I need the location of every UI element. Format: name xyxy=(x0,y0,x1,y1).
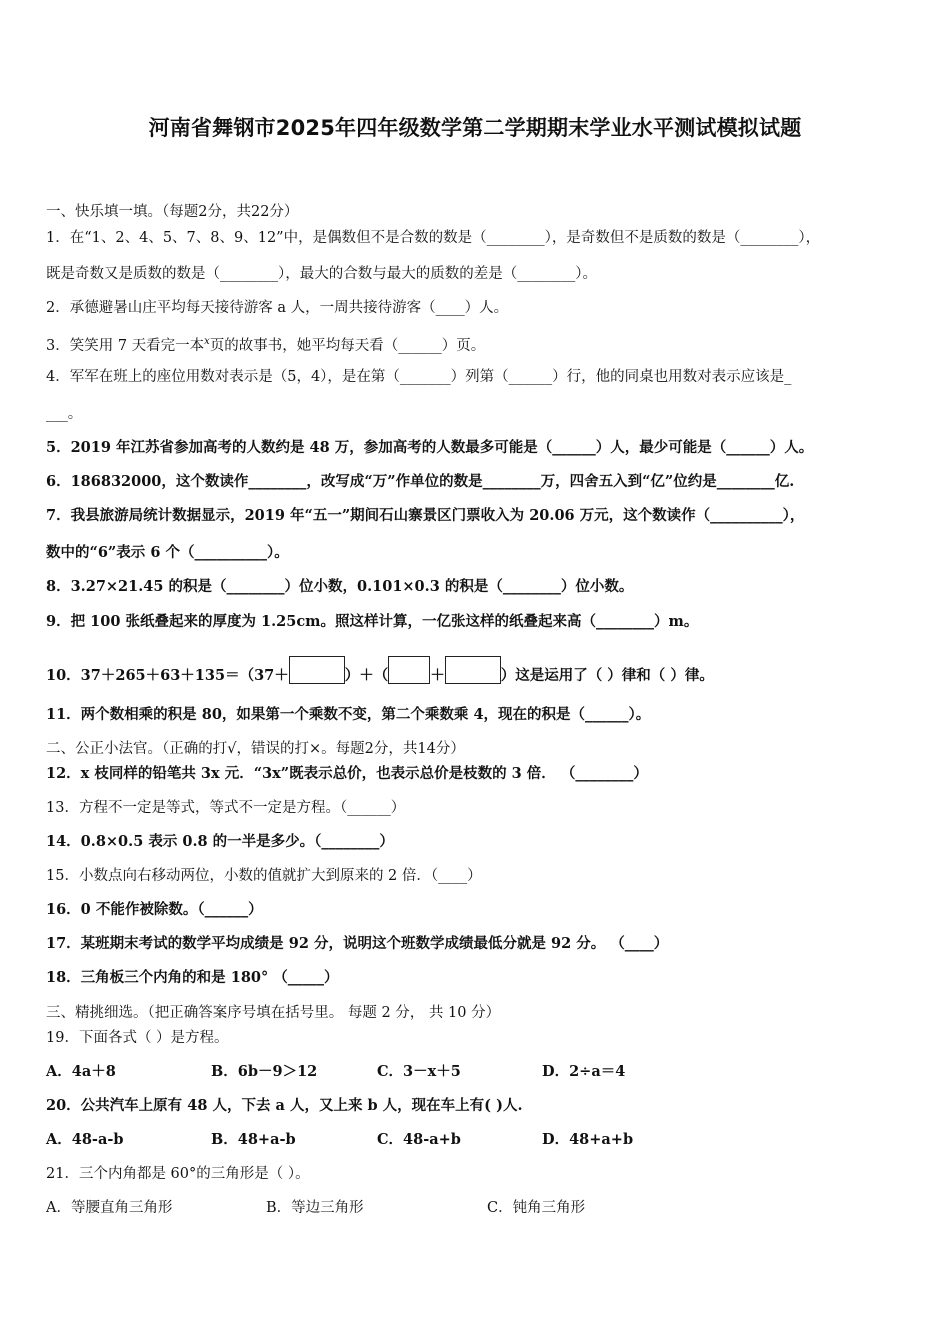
question-17: 17．某班期末考试的数学平均成绩是 92 分，说明这个班数学成绩最低分就是 92 分。 （____） xyxy=(46,935,669,952)
question-13: 13．方程不一定是等式，等式不一定是方程。（______） xyxy=(46,800,406,816)
q20-option-a[interactable]: A．48-a-b xyxy=(46,1131,124,1148)
q21-option-b[interactable]: B．等边三角形 xyxy=(266,1200,364,1216)
question-9: 9．把 100 张纸叠起来的厚度为 1.25cm。照这样计算，一亿张这样的纸叠起来高（________）m。 xyxy=(46,613,699,630)
question-7-line-1: 7．我县旅游局统计数据显示，2019 年“五一”期间石山寨景区门票收入为 20.06 万元，这个数读作（__________）， xyxy=(46,507,805,524)
question-2: 2．承德避暑山庄平均每天接待游客 a 人，一周共接待游客（____）人。 xyxy=(46,300,509,316)
q19-option-a[interactable]: A．4a＋8 xyxy=(46,1063,116,1080)
question-3 xyxy=(46,332,906,356)
question-10-part-a: 10．37＋265＋63＋135＝（37＋ xyxy=(46,667,289,684)
answer-box-3[interactable] xyxy=(445,656,501,684)
section-2-heading: 二、公正小法官。（正确的打√，错误的打×。每题2分，共14分） xyxy=(46,741,465,757)
question-10-part-d: ）这是运用了（ ）律和（ ）律。 xyxy=(500,667,714,684)
question-21: 21．三个内角都是 60°的三角形是（ ）。 xyxy=(46,1166,310,1182)
question-3-pre: 3．笑笑用 7 天看完一本 xyxy=(46,338,205,354)
question-10-part-c: ＋ xyxy=(430,667,445,684)
question-10 xyxy=(46,656,906,686)
question-10-part-b: ）＋（ xyxy=(344,667,389,684)
question-19: 19．下面各式（ ）是方程。 xyxy=(46,1030,229,1046)
question-4-line-2: ___。 xyxy=(46,406,83,422)
question-1-line-1: 1．在“1、2、4、5、7、8、9、12”中，是偶数但不是合数的数是（________），是奇数但不是质数的数是（________）， xyxy=(46,230,821,246)
question-6: 6．186832000，这个数读作________，改写成“万”作单位的数是________万，四舍五入到“亿”位约是________亿. xyxy=(46,473,795,490)
question-1-line-2: 既是奇数又是质数的数是（________），最大的合数与最大的质数的差是（________）。 xyxy=(46,266,597,282)
q20-option-c[interactable]: C．48-a+b xyxy=(377,1131,461,1148)
section-3-heading: 三、精挑细选。（把正确答案序号填在括号里。 每题 2 分， 共 10 分） xyxy=(46,1005,501,1021)
q21-option-c[interactable]: C．钝角三角形 xyxy=(487,1200,586,1216)
question-7-line-2: 数中的“6”表示 6 个（__________）。 xyxy=(46,544,289,561)
question-4-line-1: 4．军军在班上的座位用数对表示是（5，4），是在第（_______）列第（______）行，他的同桌也用数对表示应该是_ xyxy=(46,369,792,385)
question-15: 15．小数点向右移动两位，小数的值就扩大到原来的 2 倍．（____） xyxy=(46,868,482,884)
question-3-post: 页的故事书，她平均每天看（______）页。 xyxy=(209,338,486,354)
q19-option-b[interactable]: B．6b－9＞12 xyxy=(211,1063,318,1080)
section-1-heading: 一、快乐填一填。（每题2分，共22分） xyxy=(46,204,299,220)
q21-option-a[interactable]: A．等腰直角三角形 xyxy=(46,1200,173,1216)
question-8: 8．3.27×21.45 的积是（________）位小数，0.101×0.3 的积是（________）位小数。 xyxy=(46,578,634,595)
exam-title: 河南省舞钢市2025年四年级数学第二学期期末学业水平测试模拟试题 xyxy=(148,116,802,140)
answer-box-1[interactable] xyxy=(289,656,345,684)
question-3-variable: x xyxy=(204,336,210,347)
question-16: 16．0 不能作被除数。（______） xyxy=(46,901,263,918)
question-20: 20．公共汽车上原有 48 人，下去 a 人，又上来 b 人，现在车上有( )人. xyxy=(46,1097,523,1114)
q20-option-d[interactable]: D．48+a+b xyxy=(542,1131,634,1148)
question-18: 18．三角板三个内角的和是 180° （_____） xyxy=(46,969,339,986)
q20-option-b[interactable]: B．48+a-b xyxy=(211,1131,296,1148)
question-14: 14．0.8×0.5 表示 0.8 的一半是多少。（________） xyxy=(46,833,394,850)
answer-box-2[interactable] xyxy=(388,656,430,684)
q19-option-c[interactable]: C．3－x＋5 xyxy=(377,1063,461,1080)
question-12: 12．x 枝同样的铅笔共 3x 元．“3x”既表示总价，也表示总价是枝数的 3 倍． （________） xyxy=(46,765,648,782)
q19-option-d[interactable]: D．2÷a＝4 xyxy=(542,1063,626,1080)
question-11: 11．两个数相乘的积是 80，如果第一个乘数不变，第二个乘数乘 4，现在的积是（______）。 xyxy=(46,706,651,723)
question-5: 5．2019 年江苏省参加高考的人数约是 48 万，参加高考的人数最多可能是（______）人，最少可能是（______）人。 xyxy=(46,439,814,456)
